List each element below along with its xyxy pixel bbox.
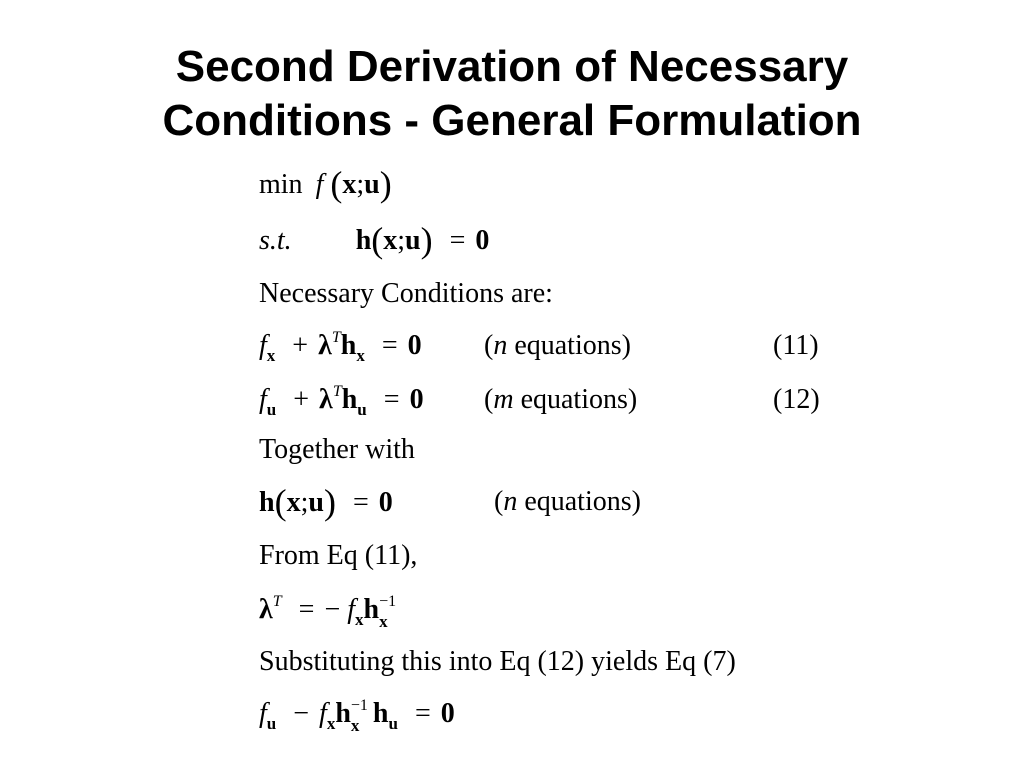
title-line-2: Conditions - General Formulation [162, 96, 862, 145]
eq12-note: (m equations) [484, 384, 638, 415]
title-line-1: Second Derivation of Necessary [175, 42, 849, 91]
slide-title [0, 40, 1024, 148]
eq12-number: (12) [773, 384, 820, 415]
equation-11: $f_x + \lambda^Th_x = 0$ [259, 329, 422, 365]
constraint-equation: h(x;u) = 0 [259, 482, 393, 522]
equation-12: $f_u + \lambda^Th_u = 0$ [259, 383, 424, 419]
objective-expression: min f (x;u) [259, 164, 392, 204]
equation-7: $f_u - f_xh$ −1 x $h_u = 0$ [259, 697, 455, 735]
necessary-conditions-text: Necessary Conditions are: [259, 278, 553, 309]
eq11-number: (11) [773, 330, 819, 361]
lambda-equation: $\lambda^T$ = − $f_xh$ −1 x [259, 593, 397, 631]
eq11-note: (n equations) [484, 330, 631, 361]
constraint-expression: s.t. h(x;u) = 0 [259, 220, 490, 260]
substituting-text: Substituting this into Eq (12) yields Eq (7) [259, 646, 736, 677]
together-with-text: Together with [259, 434, 415, 465]
from-eq-text: From Eq (11), [259, 540, 418, 571]
constraint-note: (n equations) [494, 486, 641, 517]
